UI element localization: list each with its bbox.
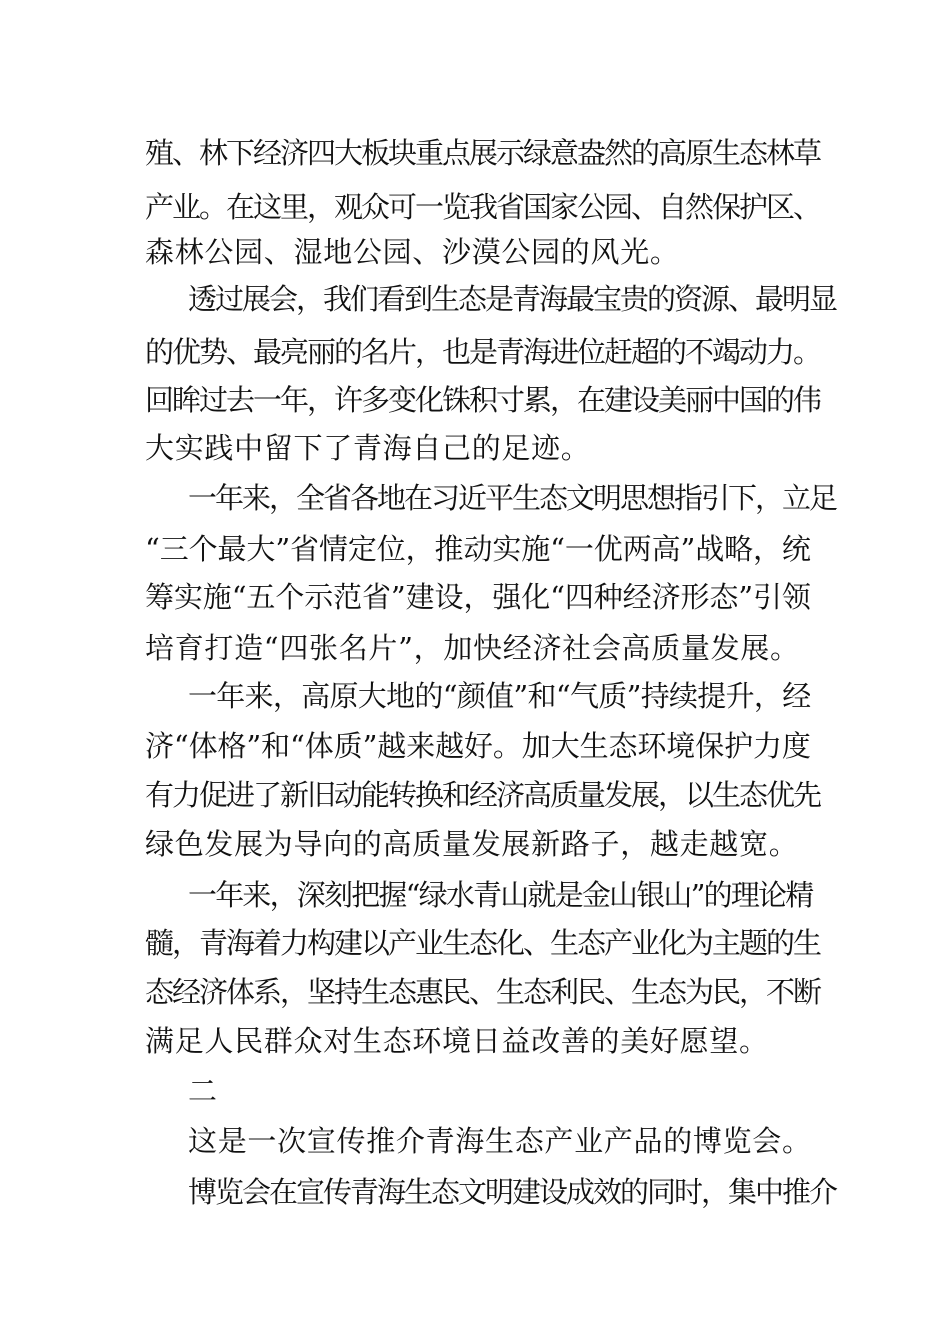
text-line: 森林公园、湿地公园、沙漠公园的风光。 <box>145 235 680 269</box>
paragraph-start: 一年来，深刻把握“绿水青山就是金山银山”的理论精 <box>188 878 813 912</box>
text-line: 绿色发展为导向的高质量发展新路子，越走越宽。 <box>145 827 799 861</box>
paragraph-start: 一年来，高原大地的“颜值”和“气质”持续提升，经 <box>188 679 811 713</box>
text-line: 的优势、最亮丽的名片，也是青海进位赶超的不竭动力。 <box>145 335 821 369</box>
text-line: 产业。在这里，观众可一览我省国家公园、自然保护区、 <box>145 190 821 224</box>
paragraph-start: 透过展会，我们看到生态是青海最宝贵的资源、最明显 <box>188 282 837 316</box>
text-line: “三个最大”省情定位，推动实施“一优两高”战略，统 <box>145 532 811 566</box>
text-line: 大实践中留下了青海自己的足迹。 <box>145 431 591 465</box>
paragraph-start: 这是一次宣传推介青海生态产业产品的博览会。 <box>188 1124 812 1158</box>
text-line: 培育打造“四张名片”，加快经济社会高质量发展。 <box>145 631 800 665</box>
section-number: 二 <box>188 1074 218 1108</box>
text-line: 态经济体系，坚持生态惠民、生态利民、生态为民，不断 <box>145 975 821 1009</box>
paragraph-start: 一年来，全省各地在习近平生态文明思想指引下，立足 <box>188 481 837 515</box>
text-line: 满足人民群众对生态环境日益改善的美好愿望。 <box>145 1024 769 1058</box>
text-line: 有力促进了新旧动能转换和经济高质量发展，以生态优先 <box>145 778 821 812</box>
text-line: 济“体格”和“体质”越来越好。加大生态环境保护力度 <box>145 729 811 763</box>
paragraph-start: 博览会在宣传青海生态文明建设成效的同时，集中推介 <box>188 1175 837 1209</box>
text-line: 殖、林下经济四大板块重点展示绿意盎然的高原生态林草 <box>145 136 821 170</box>
text-line: 回眸过去一年，许多变化铢积寸累，在建设美丽中国的伟 <box>145 383 821 417</box>
text-line: 髓，青海着力构建以产业生态化、生态产业化为主题的生 <box>145 926 821 960</box>
text-line: 筹实施“五个示范省”建设，强化“四种经济形态”引领 <box>145 580 811 614</box>
